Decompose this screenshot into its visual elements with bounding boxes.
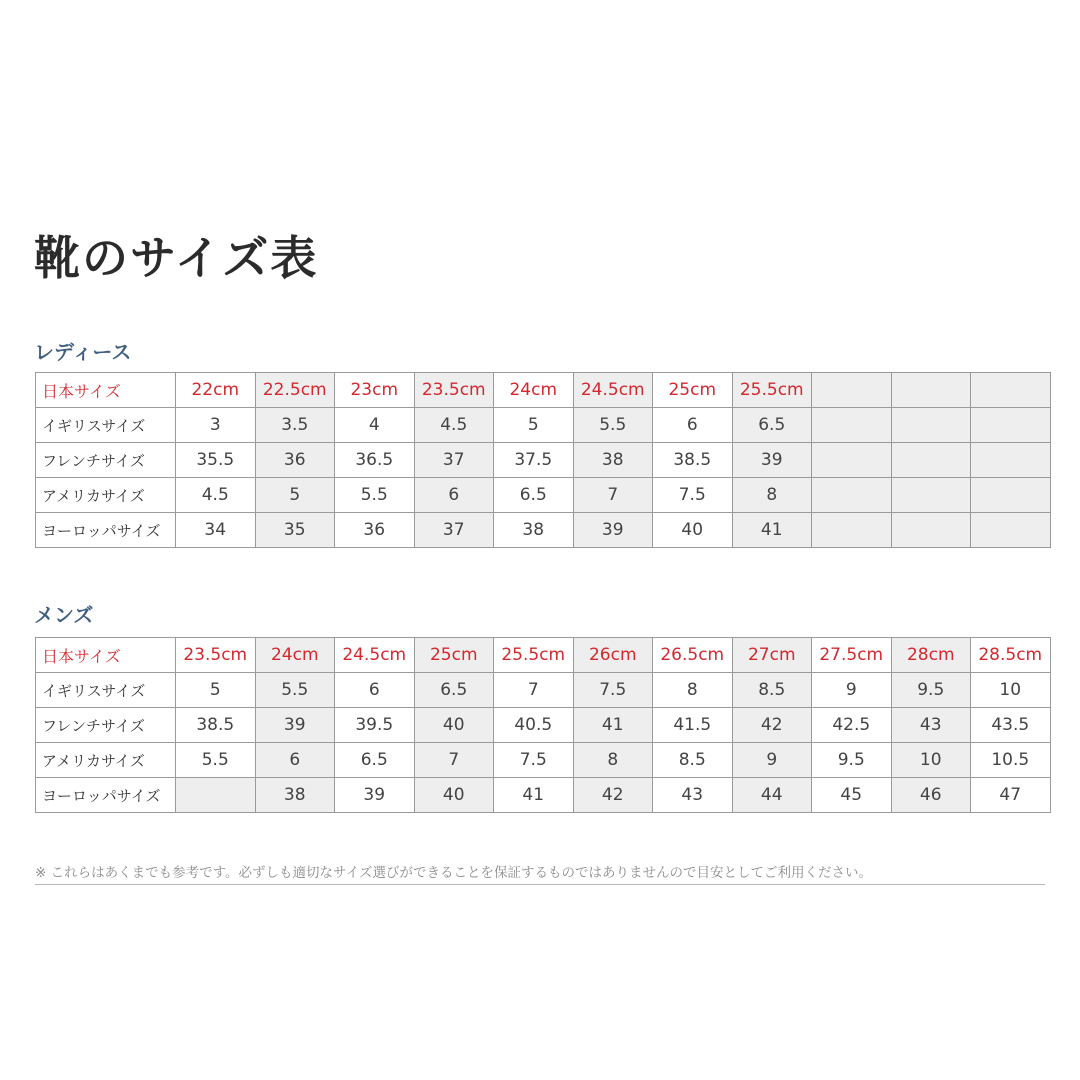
table-cell <box>812 408 892 443</box>
table-cell: 3.5 <box>255 408 335 443</box>
table-cell: 10 <box>891 743 971 778</box>
table-cell <box>812 513 892 548</box>
table-cell: 36.5 <box>335 443 415 478</box>
table-cell: 42.5 <box>812 708 892 743</box>
table-cell <box>891 513 971 548</box>
table-row <box>36 373 1051 408</box>
table-cell: 43 <box>891 708 971 743</box>
table-cell: 7.5 <box>573 673 653 708</box>
table-cell: 8 <box>653 673 733 708</box>
table-cell: 25cm <box>653 373 733 408</box>
table-cell: 36 <box>335 513 415 548</box>
row-label: フレンチサイズ <box>36 708 176 743</box>
table-cell: 35 <box>255 513 335 548</box>
table-cell: 10.5 <box>971 743 1051 778</box>
table-cell: 10 <box>971 673 1051 708</box>
row-label: イギリスサイズ <box>36 408 176 443</box>
table-cell: 38.5 <box>653 443 733 478</box>
table-cell: 42 <box>732 708 812 743</box>
table-cell: 7.5 <box>494 743 574 778</box>
table-cell: 40 <box>414 778 494 813</box>
row-label: アメリカサイズ <box>36 478 176 513</box>
table-cell <box>891 478 971 513</box>
table-cell <box>891 408 971 443</box>
table-cell: 6.5 <box>414 673 494 708</box>
table-cell: 43.5 <box>971 708 1051 743</box>
table-cell: 23.5cm <box>414 373 494 408</box>
table-cell: 39 <box>732 443 812 478</box>
table-cell <box>812 478 892 513</box>
table-cell: 6 <box>414 478 494 513</box>
row-label: アメリカサイズ <box>36 743 176 778</box>
table-cell <box>812 373 892 408</box>
table-cell: 5.5 <box>255 673 335 708</box>
table-row <box>36 673 1051 708</box>
table-cell: 27.5cm <box>812 638 892 673</box>
table-cell: 42 <box>573 778 653 813</box>
table-cell: 7 <box>414 743 494 778</box>
table-cell <box>971 373 1051 408</box>
table-row <box>36 743 1051 778</box>
table-cell: 6.5 <box>494 478 574 513</box>
table-cell: 37.5 <box>494 443 574 478</box>
table-cell: 9 <box>812 673 892 708</box>
table-cell: 9 <box>732 743 812 778</box>
table-cell: 5 <box>176 673 256 708</box>
table-cell: 39 <box>573 513 653 548</box>
table-cell: 35.5 <box>176 443 256 478</box>
table-cell: 26cm <box>573 638 653 673</box>
table-row <box>36 408 1051 443</box>
table-cell: 8 <box>732 478 812 513</box>
table-row <box>36 513 1051 548</box>
row-label: 日本サイズ <box>36 638 176 673</box>
table-cell: 47 <box>971 778 1051 813</box>
table-row <box>36 778 1051 813</box>
table-cell: 28.5cm <box>971 638 1051 673</box>
table-cell: 22cm <box>176 373 256 408</box>
mens-section-label: メンズ <box>34 603 94 627</box>
table-cell <box>176 778 256 813</box>
table-cell: 39 <box>335 778 415 813</box>
table-cell: 38 <box>255 778 335 813</box>
table-cell: 23.5cm <box>176 638 256 673</box>
table-cell: 43 <box>653 778 733 813</box>
table-cell: 39 <box>255 708 335 743</box>
table-cell: 25.5cm <box>494 638 574 673</box>
ladies-section-label: レディース <box>34 340 132 364</box>
table-cell: 6.5 <box>335 743 415 778</box>
table-cell: 4 <box>335 408 415 443</box>
table-cell: 5.5 <box>176 743 256 778</box>
table-cell: 6.5 <box>732 408 812 443</box>
table-cell <box>971 513 1051 548</box>
table-cell: 6 <box>653 408 733 443</box>
page-title: 靴のサイズ表 <box>34 231 319 285</box>
mens-size-table <box>35 637 1051 813</box>
table-cell: 24cm <box>494 373 574 408</box>
table-row <box>36 708 1051 743</box>
table-cell: 26.5cm <box>653 638 733 673</box>
table-cell: 22.5cm <box>255 373 335 408</box>
table-cell: 7 <box>494 673 574 708</box>
table-cell: 41 <box>732 513 812 548</box>
table-cell: 24cm <box>255 638 335 673</box>
table-row <box>36 478 1051 513</box>
table-cell: 9.5 <box>812 743 892 778</box>
table-cell: 41 <box>494 778 574 813</box>
table-cell: 37 <box>414 443 494 478</box>
table-cell: 25cm <box>414 638 494 673</box>
row-label: ヨーロッパサイズ <box>36 513 176 548</box>
table-cell: 36 <box>255 443 335 478</box>
table-cell: 44 <box>732 778 812 813</box>
table-cell: 24.5cm <box>573 373 653 408</box>
table-cell: 5.5 <box>573 408 653 443</box>
table-cell: 28cm <box>891 638 971 673</box>
table-cell: 37 <box>414 513 494 548</box>
table-cell: 38 <box>573 443 653 478</box>
table-cell <box>891 443 971 478</box>
row-label: 日本サイズ <box>36 373 176 408</box>
disclaimer-note: ※ これらはあくまでも参考です。必ずしも適切なサイズ選びができることを保証するものではありませんので目安としてご利用ください。 <box>35 861 1045 885</box>
table-cell <box>971 408 1051 443</box>
table-cell: 24.5cm <box>335 638 415 673</box>
table-cell <box>891 373 971 408</box>
table-cell <box>812 443 892 478</box>
table-cell: 6 <box>255 743 335 778</box>
table-row <box>36 638 1051 673</box>
table-cell: 46 <box>891 778 971 813</box>
table-cell: 40 <box>653 513 733 548</box>
table-cell: 45 <box>812 778 892 813</box>
table-cell: 41.5 <box>653 708 733 743</box>
table-cell: 40 <box>414 708 494 743</box>
table-cell: 38.5 <box>176 708 256 743</box>
row-label: イギリスサイズ <box>36 673 176 708</box>
table-row <box>36 443 1051 478</box>
table-cell: 23cm <box>335 373 415 408</box>
table-cell: 41 <box>573 708 653 743</box>
table-cell: 3 <box>176 408 256 443</box>
table-cell <box>971 478 1051 513</box>
row-label: ヨーロッパサイズ <box>36 778 176 813</box>
table-cell: 40.5 <box>494 708 574 743</box>
table-cell: 25.5cm <box>732 373 812 408</box>
table-cell: 7.5 <box>653 478 733 513</box>
ladies-size-table <box>35 372 1051 548</box>
table-cell: 9.5 <box>891 673 971 708</box>
table-cell: 38 <box>494 513 574 548</box>
table-cell: 7 <box>573 478 653 513</box>
table-cell: 34 <box>176 513 256 548</box>
table-cell: 6 <box>335 673 415 708</box>
table-cell: 8 <box>573 743 653 778</box>
table-cell: 39.5 <box>335 708 415 743</box>
table-cell: 4.5 <box>414 408 494 443</box>
table-cell: 27cm <box>732 638 812 673</box>
table-cell: 8.5 <box>732 673 812 708</box>
table-cell <box>971 443 1051 478</box>
table-cell: 4.5 <box>176 478 256 513</box>
table-cell: 5 <box>494 408 574 443</box>
table-cell: 5 <box>255 478 335 513</box>
table-cell: 8.5 <box>653 743 733 778</box>
table-cell: 5.5 <box>335 478 415 513</box>
row-label: フレンチサイズ <box>36 443 176 478</box>
